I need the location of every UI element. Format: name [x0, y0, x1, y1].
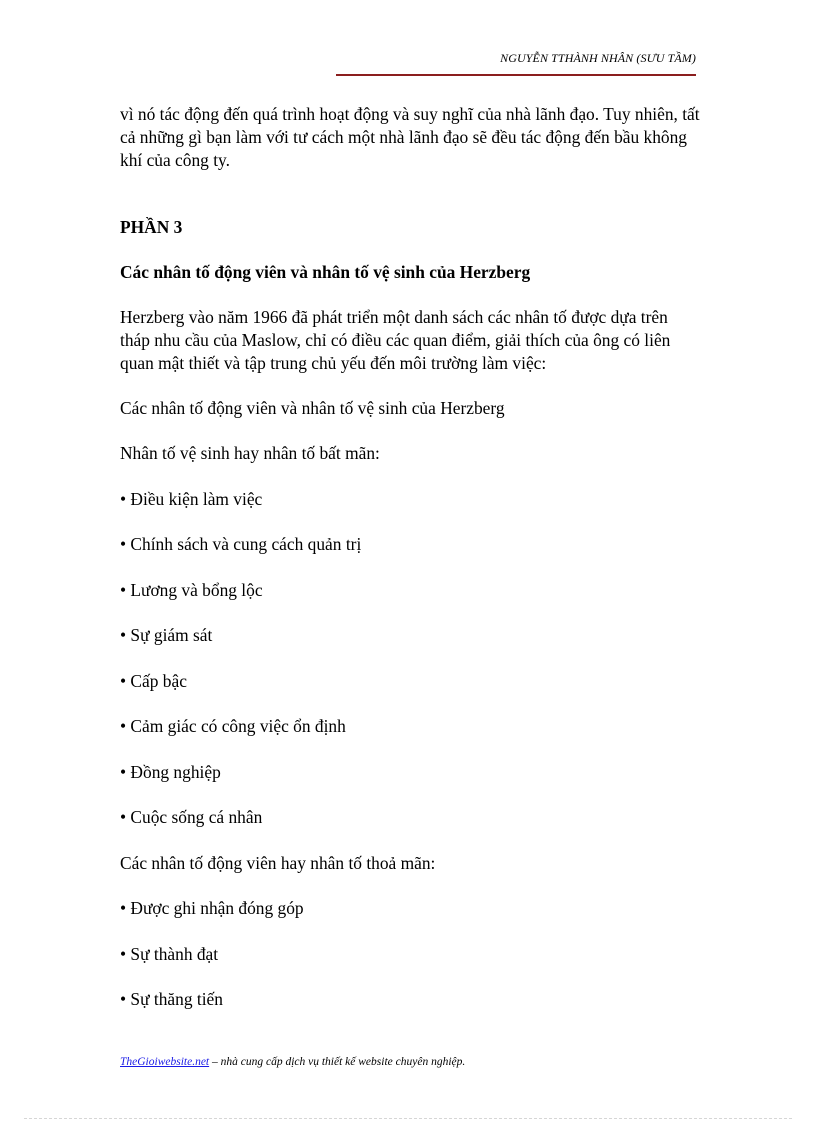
- page-footer: [120, 1056, 465, 1068]
- list-item: • Sự thăng tiến: [120, 989, 223, 1009]
- list-item: • Cuộc sống cá nhân: [120, 807, 263, 827]
- header-divider: [336, 74, 696, 76]
- footer-website-link[interactable]: TheGioiwebsite.net: [120, 1056, 210, 1068]
- list-item: • Lương và bổng lộc: [120, 579, 263, 600]
- list-item: • Sự giám sát: [120, 625, 213, 645]
- intro-paragraph: vì nó tác động đến quá trình hoạt động và suy nghĩ của nhà lãnh đạo. Tuy nhiên, tất cả những gì bạn làm với tư cách một nhà lãnh đạo sẽ đều tác động đến bầu không khí của công ty.: [120, 104, 700, 170]
- body-paragraph: Herzberg vào năm 1966 đã phát triển một danh sách các nhân tố được dựa trên tháp nhu cầu của Maslow, chỉ có điều các quan điểm, giải thích của ông có liên quan mật thiết và tập trung chủ yếu đến môi trường làm việc:: [120, 307, 671, 373]
- section-heading: Các nhân tố động viên và nhân tố vệ sinh của Herzberg: [120, 262, 531, 282]
- subtitle-line: Các nhân tố động viên và nhân tố vệ sinh của Herzberg: [120, 398, 505, 418]
- footer-tagline: – nhà cung cấp dịch vụ thiết kế website chuyên nghiệp.: [209, 1056, 466, 1068]
- document-body: [120, 103, 700, 1011]
- list-item: • Đồng nghiệp: [120, 761, 221, 782]
- section-title: PHẦN 3: [120, 217, 183, 237]
- list-item: • Điều kiện làm việc: [120, 488, 263, 509]
- page-header-author: NGUYỄN TTHÀNH NHÂN (SƯU TẦM): [500, 51, 696, 65]
- list-item: • Cảm giác có công việc ổn định: [120, 716, 346, 736]
- list-item: • Cấp bậc: [120, 670, 187, 691]
- motivator-factors-label: Các nhân tố động viên hay nhân tố thoả mãn:: [120, 852, 436, 873]
- hygiene-factors-label: Nhân tố vệ sinh hay nhân tố bất mãn:: [120, 443, 380, 463]
- list-item: • Chính sách và cung cách quản trị: [120, 534, 362, 554]
- list-item: • Được ghi nhận đóng góp: [120, 898, 304, 918]
- list-item: • Sự thành đạt: [120, 943, 219, 964]
- page-bottom-edge: [24, 1118, 792, 1119]
